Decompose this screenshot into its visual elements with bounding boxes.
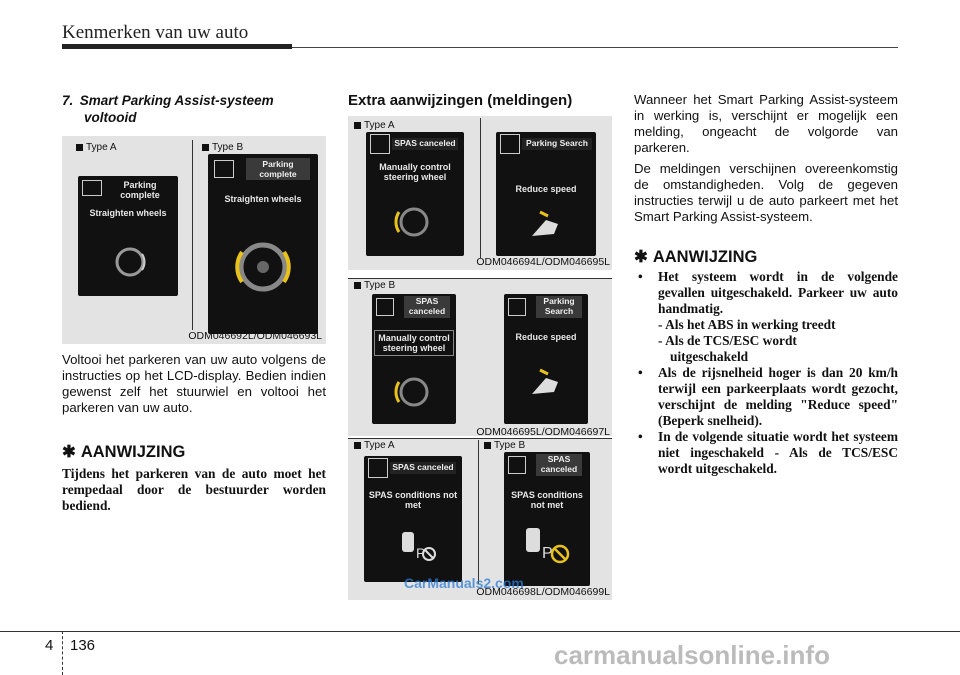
parking-prohibited-icon bbox=[398, 530, 438, 564]
lcd-screen: SPAS canceled Manually control steering wheel bbox=[366, 132, 464, 256]
steering-wheel-icon bbox=[394, 202, 434, 242]
lcd-screen: Parking Search Reduce speed bbox=[496, 132, 596, 256]
figure-code: ODM046695L/ODM046697L bbox=[476, 426, 610, 438]
header-title: Kenmerken van uw auto bbox=[62, 22, 249, 43]
lcd-screen-type-b: Parking complete Straighten wheels bbox=[208, 154, 318, 334]
figure-code: ODM046692L/ODM046693L bbox=[188, 330, 322, 342]
body-paragraph: Wanneer het Smart Parking Assist-systeem in werking is, verschijnt er mogelijk een melding, ongeacht de volgorde van parkeren. bbox=[634, 92, 898, 155]
cross-icon: ✱ bbox=[634, 248, 648, 266]
chapter-number: 4 bbox=[45, 637, 54, 654]
figure-messages-type-a bbox=[348, 116, 612, 270]
column-1 bbox=[62, 92, 326, 514]
svg-text:P: P bbox=[416, 545, 426, 561]
steering-wheel-icon bbox=[394, 372, 434, 412]
warning-text: Tijdens het parkeren van de auto moet het rempedaal door de bestuurder worden bediend. bbox=[62, 466, 326, 513]
brake-pedal-icon bbox=[528, 210, 564, 240]
figure-label-type-a: Type A bbox=[76, 142, 117, 153]
steering-wheel-icon bbox=[112, 244, 148, 280]
watermark-site: carmanualsonline.info bbox=[554, 640, 830, 670]
section-title: 7. Smart Parking Assist-systeem voltooid bbox=[62, 93, 274, 125]
lcd-screen-type-a: Parking complete Straighten wheels bbox=[78, 176, 178, 296]
figure-label-type-b: Type B bbox=[484, 440, 525, 451]
header-bar bbox=[62, 44, 292, 49]
watermark-carmanuals2: CarManuals2.com bbox=[404, 575, 524, 591]
brake-pedal-icon bbox=[528, 368, 564, 398]
svg-text:P: P bbox=[542, 545, 553, 562]
figure-code: ODM046698L/ODM046699L bbox=[476, 586, 610, 598]
header-rule bbox=[292, 47, 898, 48]
column-3 bbox=[634, 92, 898, 477]
figure-label-type-a: Type A bbox=[354, 120, 395, 131]
figure-label-type-b: Type B bbox=[202, 142, 243, 153]
body-paragraph: Voltooi het parkeren van uw auto volgens de instructies op het LCD-display. Bedien indien gewenst zelf het stuurwiel en voltooi het parkeren van uw auto. bbox=[62, 352, 326, 415]
footer-divider bbox=[62, 631, 63, 675]
warning-title: ✱ AANWIJZING bbox=[62, 443, 186, 461]
bullet-item: • Het systeem wordt in de volgende gevallen uitgeschakeld. Parkeer uw auto handmatig. - Als het ABS in werking treedt - Als de TCS/ESC wordt uitgeschakeld bbox=[638, 269, 898, 364]
figure-messages-type-b bbox=[348, 278, 612, 436]
cross-icon: ✱ bbox=[62, 443, 76, 461]
figure-code: ODM046694L/ODM046695L bbox=[476, 256, 610, 268]
bullet-item: • In de volgende situatie wordt het systeem niet ingeschakeld - Als de TCS/ESC wordt uitgeschakeld. bbox=[638, 429, 898, 476]
lcd-screen: SPAS canceled Manually control steering wheel bbox=[372, 294, 456, 424]
figure-label-type-a: Type A bbox=[354, 440, 395, 451]
section-title: Extra aanwijzingen (meldingen) bbox=[348, 92, 573, 109]
footer-rule bbox=[0, 631, 960, 632]
lcd-screen: SPAS canceled SPAS conditions not met P bbox=[364, 456, 462, 582]
figure-label-type-b: Type B bbox=[354, 280, 395, 291]
bullet-item: • Als de rijsnelheid hoger is dan 20 km/h terwijl een parkeerplaats wordt gezocht, verschijnt de melding "Reduce speed" (Beperk snelheid). bbox=[638, 365, 898, 428]
parking-prohibited-icon bbox=[522, 526, 572, 566]
steering-wheel-icon bbox=[230, 234, 296, 300]
lcd-screen: Parking Search Reduce speed bbox=[504, 294, 588, 424]
warning-title: ✱ AANWIJZING bbox=[634, 248, 758, 266]
figure-parking-complete bbox=[62, 136, 326, 344]
body-paragraph: De meldingen verschijnen overeenkomstig de omstandigheden. Volg de gegeven instructies terwijl u de auto parkeert met het Smart Parking Assist-systeem. bbox=[634, 161, 898, 224]
page-number: 136 bbox=[70, 637, 96, 654]
lcd-screen: SPAS canceled SPAS conditions not met P bbox=[504, 452, 590, 586]
